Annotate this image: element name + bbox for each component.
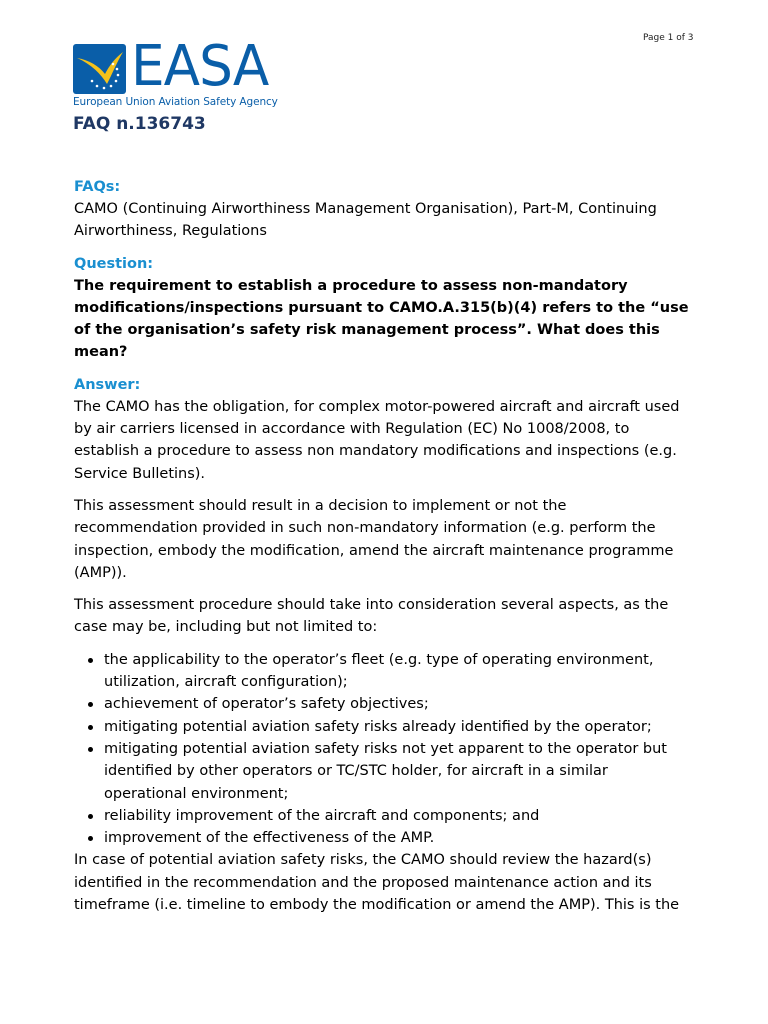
- easa-wordmark: EASA: [131, 34, 269, 99]
- answer-paragraph: This assessment procedure should take into consideration several aspects, as the case may be, including but not limited to:: [74, 597, 669, 636]
- faqs-heading: FAQs:: [74, 179, 121, 195]
- list-item: mitigating potential aviation safety risks already identified by the operator;: [74, 716, 694, 738]
- question-text: The requirement to establish a procedure to assess non-mandatory modifications/inspections pursuant to CAMO.A.315(b)(4) refers to the “use of the organisation’s safety risk management process”. What does this mean?: [74, 277, 689, 361]
- faq-content: [74, 176, 694, 916]
- bullet-icon: [88, 836, 93, 841]
- bullet-icon: [88, 725, 93, 730]
- list-item: improvement of the effectiveness of the AMP.: [74, 827, 694, 849]
- answer-heading: Answer:: [74, 376, 141, 393]
- faq-title: FAQ n.136743: [73, 114, 206, 134]
- page-indicator: Page 1 of 3: [643, 33, 694, 43]
- aspects-list: [74, 649, 694, 850]
- bullet-icon: [88, 702, 93, 707]
- list-item: the applicability to the operator’s fleet (e.g. type of operating environment, utilization, aircraft configuration);: [74, 649, 694, 694]
- list-item: achievement of operator’s safety objectives;: [74, 693, 694, 715]
- easa-subtitle: European Union Aviation Safety Agency: [73, 96, 278, 108]
- faqs-text: CAMO (Continuing Airworthiness Management Organisation), Part-M, Continuing Airworthiness, Regulations: [74, 201, 657, 240]
- bullet-icon: [88, 747, 93, 752]
- question-heading: Question:: [74, 255, 154, 272]
- list-item: reliability improvement of the aircraft and components; and: [74, 805, 694, 827]
- answer-paragraph: The CAMO has the obligation, for complex motor-powered aircraft and aircraft used by air carriers licensed in accordance with Regulation (EC) No 1008/2008, to establish a procedure to assess non mandatory modifications and inspections (e.g. Service Bulletins).: [74, 398, 680, 482]
- easa-bird-emblem-icon: [73, 44, 126, 94]
- easa-logo: [73, 34, 283, 110]
- closing-paragraph: In case of potential aviation safety risks, the CAMO should review the hazard(s) identified in the recommendation and the proposed maintenance action and its timeframe (i.e. timeline to embody the modification or amend the AMP). This is the: [74, 852, 680, 914]
- answer-paragraph: This assessment should result in a decision to implement or not the recommendation provided in such non-mandatory information (e.g. perform the inspection, embody the modification, amend the aircraft maintenance programme (AMP)).: [74, 497, 674, 581]
- list-item: mitigating potential aviation safety risks not yet apparent to the operator but identified by other operators or TC/STC holder, for aircraft in a similar operational environment;: [74, 738, 694, 805]
- bullet-icon: [88, 814, 93, 819]
- bullet-icon: [88, 658, 93, 663]
